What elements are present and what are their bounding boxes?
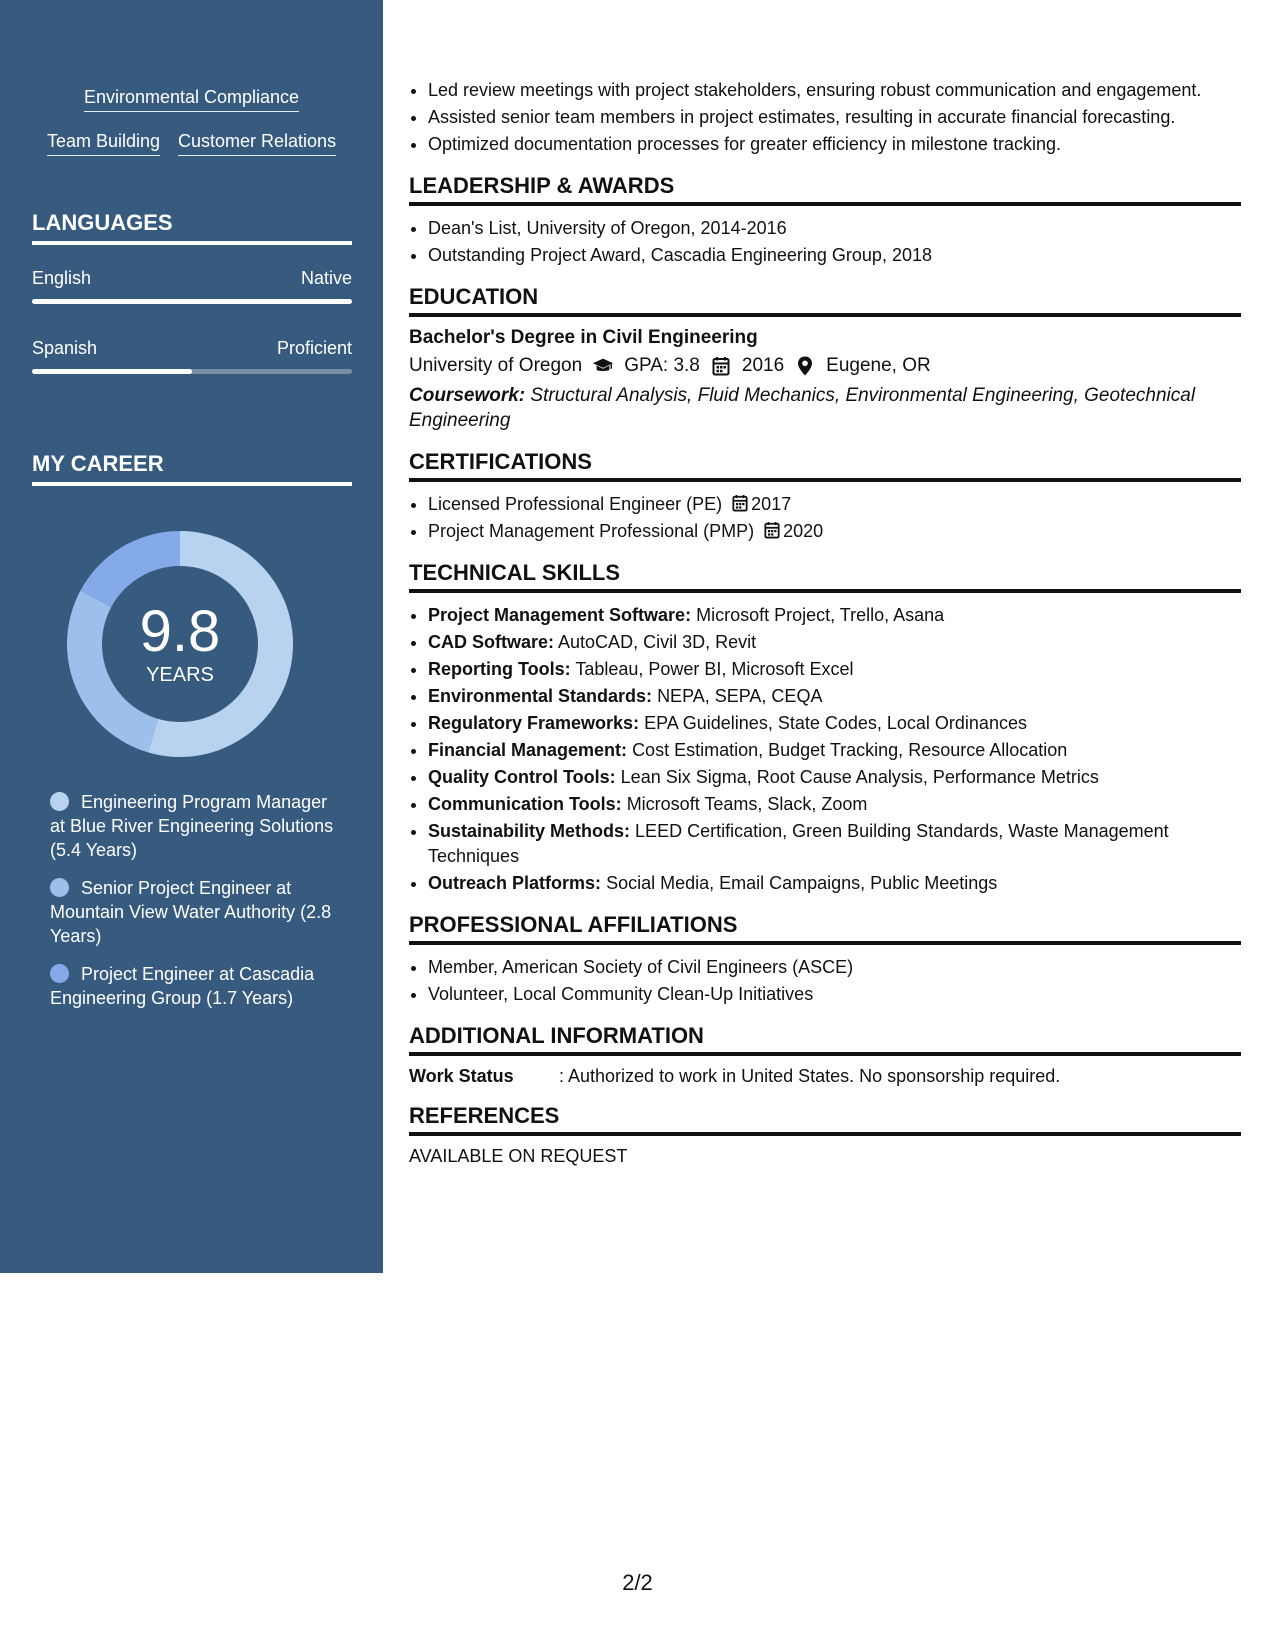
education-heading: EDUCATION [409,284,1241,317]
skill-value: Microsoft Project, Trello, Asana [696,605,945,625]
certification-name: Licensed Professional Engineer (PE) [428,494,723,514]
skill-label: Reporting Tools: [428,659,571,679]
education-location: Eugene, OR [826,355,931,376]
additional-heading: ADDITIONAL INFORMATION [409,1023,1241,1056]
career-list [50,790,340,1024]
skill-label: CAD Software: [428,632,555,652]
career-item-text: Senior Project Engineer at Mountain View Water Authority (2.8 Years) [50,878,332,946]
skill-label: Regulatory Frameworks: [428,713,640,733]
career-item [50,790,340,862]
certifications-heading: CERTIFICATIONS [409,449,1241,482]
language-level: Native [300,268,352,288]
language-item [32,338,352,374]
skill-value: Social Media, Email Campaigns, Public Meetings [606,873,998,893]
skill-item [428,603,1241,628]
skill-label: Communication Tools: [428,794,622,814]
career-donut [66,530,294,758]
coursework-text: Structural Analysis, Fluid Mechanics, Environmental Engineering, Geotechnical Engineering [409,385,1196,431]
skill-tag: Team Building [47,130,160,156]
skill-item [428,819,1241,869]
list-item: • Volunteer, Local Community Clean-Up Initiatives [428,982,1241,1007]
years-label: YEARS [146,663,214,686]
skill-item [428,657,1241,682]
skill-label: Project Management Software: [428,605,692,625]
skill-item [428,711,1241,736]
main-content [409,78,1241,1167]
skill-item [428,765,1241,790]
skill-label: Quality Control Tools: [428,767,616,787]
certifications-list [409,492,1241,544]
language-bar-fill [32,299,352,304]
affiliations-heading: PROFESSIONAL AFFILIATIONS [409,912,1241,945]
skill-value: Cost Estimation, Budget Tracking, Resource Allocation [632,740,1068,760]
skill-tag: Customer Relations [178,130,336,156]
skill-tag-row [0,130,383,156]
skill-label: Sustainability Methods: [428,821,631,841]
certification-year: 2020 [783,521,824,541]
references-heading: REFERENCES [409,1103,1241,1136]
education-meta [409,355,1241,377]
skill-item [428,738,1241,763]
list-item: • Assisted senior team members in project estimates, resulting in accurate financial forecasting. [428,105,1241,130]
skill-value: EPA Guidelines, State Codes, Local Ordinances [644,713,1027,733]
skill-value: AutoCAD, Civil 3D, Revit [558,632,757,652]
career-item [50,876,340,948]
career-item-text: Engineering Program Manager at Blue River Engineering Solutions (5.4 Years) [50,792,334,860]
languages-heading: LANGUAGES [32,210,352,245]
career-heading: MY CAREER [32,451,352,486]
career-item-text: Project Engineer at Cascadia Engineering Group (1.7 Years) [50,964,315,1008]
work-status-label: Work Status [409,1066,514,1086]
leadership-list [409,216,1241,268]
certification-year: 2017 [751,494,792,514]
education-coursework [409,383,1241,433]
skill-tags [0,86,383,174]
career-dot [50,878,69,897]
skill-label: Environmental Standards: [428,686,653,706]
leadership-heading: LEADERSHIP & AWARDS [409,173,1241,206]
skills-list [409,603,1241,896]
skill-value: Microsoft Teams, Slack, Zoom [626,794,868,814]
coursework-label: Coursework: [409,385,526,406]
skill-value: Tableau, Power BI, Microsoft Excel [575,659,854,679]
certification-item [428,492,1241,517]
list-item: • Dean's List, University of Oregon, 2014-2016 [428,216,1241,241]
list-item: • Member, American Society of Civil Engineers (ASCE) [428,955,1241,980]
education-degree: Bachelor's Degree in Civil Engineering [409,327,758,348]
sidebar [0,0,383,1273]
language-bar [32,369,352,374]
skill-item [428,684,1241,709]
skills-heading: TECHNICAL SKILLS [409,560,1241,593]
certification-name: Project Management Professional (PMP) [428,521,755,541]
work-status-row [409,1066,1241,1087]
skill-tag: Environmental Compliance [84,86,299,112]
language-level: Proficient [276,338,352,358]
page-number: 2/2 [622,1570,653,1595]
skill-label: Financial Management: [428,740,628,760]
career-dot [50,792,69,811]
donut-center [66,530,294,758]
career-dot [50,964,69,983]
affiliations-list [409,955,1241,1007]
language-bar [32,299,352,304]
certification-item [428,519,1241,544]
education-year: 2016 [741,355,785,376]
skill-item [428,792,1241,817]
skill-value: LEED Certification, Green Building Standards, Waste Management Techniques [428,821,1169,866]
skill-item [428,630,1241,655]
work-status-value: : Authorized to work in United States. No sponsorship required. [559,1066,1061,1086]
skill-tag-row [0,86,383,112]
education-school: University of Oregon [409,355,583,376]
skill-value: Lean Six Sigma, Root Cause Analysis, Performance Metrics [620,767,1099,787]
list-item: • Led review meetings with project stakeholders, ensuring robust communication and engagement. [428,78,1241,103]
graduation-cap-icon [592,356,614,376]
language-item [32,268,352,304]
calendar-icon [732,494,748,512]
total-years: 9.8 [139,598,221,664]
language-name: English [32,268,92,288]
skill-item [428,871,1241,896]
education-gpa: GPA: 3.8 [624,355,700,376]
skill-value: NEPA, SEPA, CEQA [657,686,823,706]
calendar-icon [764,521,780,539]
location-pin-icon [794,356,816,376]
list-item: • Outstanding Project Award, Cascadia Engineering Group, 2018 [428,243,1241,268]
career-item [50,962,340,1010]
experience-bullets [409,78,1241,157]
references-text: AVAILABLE ON REQUEST [409,1146,628,1166]
calendar-icon [710,356,732,376]
list-item: • Optimized documentation processes for greater efficiency in milestone tracking. [428,132,1241,157]
skill-label: Outreach Platforms: [428,873,602,893]
language-name: Spanish [32,338,98,358]
language-bar-fill [32,369,192,374]
